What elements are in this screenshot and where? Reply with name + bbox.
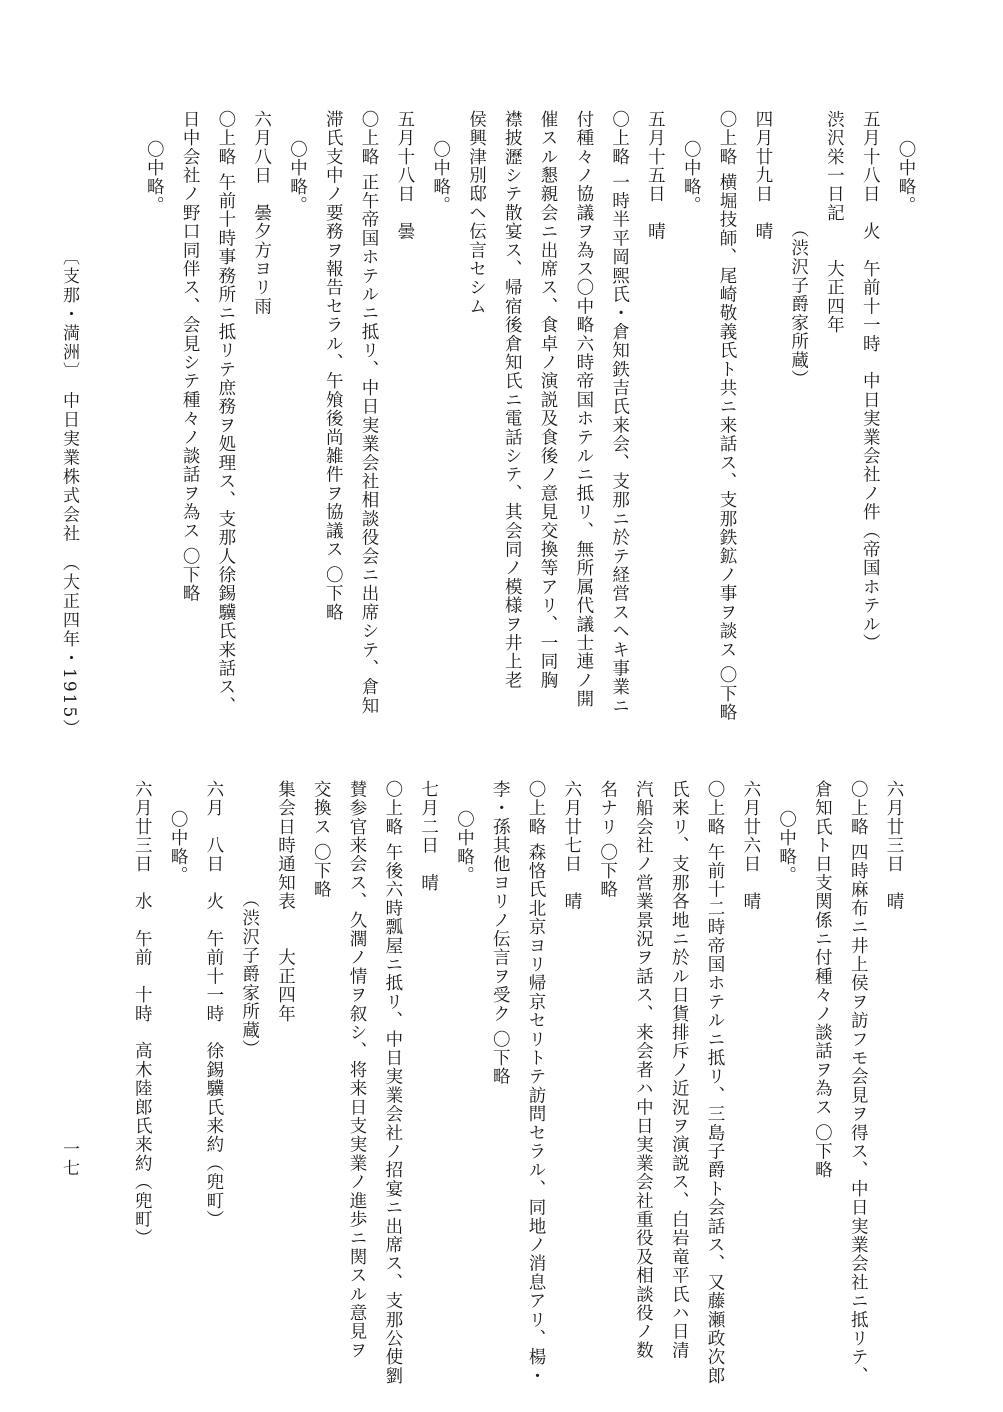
text-line: 〇中略。 [168, 810, 189, 885]
text-line: 七月二日 晴 [418, 780, 439, 893]
text-line: 日中会社ノ野口同伴ス、会見シテ種々ノ談話ヲ為ス 〇下略 [180, 110, 201, 603]
text-line: 李・孫其他ヨリノ伝言ヲ受ク 〇下略 [490, 780, 511, 1086]
text-line: 〇上略 午前十二時帝国ホテルニ抵リ、三島子爵ト会話ス、又藤瀬政次郎 [705, 780, 726, 1386]
text-line: 渋沢栄一日記 大正四年 [824, 110, 845, 335]
text-line: 六月廿三日 晴 [884, 780, 904, 911]
text-line: 〇上略 四時麻布ニ井上侯ヲ訪フモ会見ヲ得ス、中日実業会社ニ抵リテ、 [848, 780, 869, 1386]
text-line: 名ナリ 〇下略 [597, 780, 618, 899]
text-line: 〇上略 正午帝国ホテルニ抵リ、中日実業会社相談役会ニ出席シテ、倉知 [359, 110, 380, 716]
text-line: 〇中略。 [430, 140, 451, 215]
text-line: 汽船会社ノ営業景況ヲ話ス、来会者ハ中日実業会社重役及相談役ノ数 [633, 780, 654, 1360]
text-line: 交換ス 〇下略 [311, 780, 332, 899]
text-line: 六月廿三日 水 午前 十時 高木陸郎氏来約（兜町） [132, 780, 153, 1248]
text-line: 〇上略 横堀技師、尾崎敬義氏ト共ニ来話ス、支那鉄鉱ノ事ヲ談ス 〇下略 [717, 110, 738, 722]
text-line: 六月 八日 火 午前十一時 徐錫驥氏来約（兜町） [203, 780, 224, 1229]
text-line: 六月廿六日 晴 [740, 780, 761, 911]
text-line: 侯興津別邸ヘ伝言セシム [466, 110, 487, 316]
text-line: 賛参官来会ス、久濶ノ情ヲ叙シ、将来日支実業ノ進歩ニ関スル意見ヲ [347, 780, 368, 1360]
text-line: 六月八日 曇夕方ヨリ雨 [251, 110, 272, 316]
page-number: 一七 [59, 1140, 79, 1178]
text-line: 六月廿七日 晴 [561, 780, 582, 911]
text-line: 〇上略 午後六時瓢屋ニ抵リ、中日実業会社ノ招宴ニ出席ス、支那公使劉 [382, 780, 403, 1386]
text-line: 五月十八日 火 午前十一時 中日実業会社ノ件（帝国ホテル） [860, 110, 881, 653]
text-line: 〇中略。 [454, 810, 475, 885]
text-line: 〇中略。 [896, 140, 916, 215]
text-line: 付種々ノ協議ヲ為ス〇中略六時帝国ホテルニ抵リ、無所属代議士連ノ開 [573, 110, 594, 709]
text-line: 五月十五日 晴 [645, 110, 666, 241]
running-head: 〔支那・満洲〕 中日実業株式会社 （大正四年・1915） [59, 248, 79, 739]
text-line: 滞氏支中ノ要務ヲ報告セラル、午飧後尚雑件ヲ協議ス 〇下略 [323, 110, 344, 622]
text-line: 五月十八日 曇 [394, 110, 415, 241]
text-line: 催スル懇親会ニ出席ス、食卓ノ演説及食後ノ意見交換等アリ、一同胸 [538, 110, 559, 690]
text-line: 倉知氏ト日支関係ニ付種々ノ談話ヲ為ス 〇下略 [812, 780, 833, 1180]
text-line: 四月廿九日 晴 [752, 110, 773, 241]
top-text-block [135, 110, 923, 722]
text-line: 〇中略。 [287, 140, 308, 215]
text-line: 〇上略 森恪氏北京ヨリ帰京セリトテ訪問セラル、同地ノ消息アリ、楊・ [526, 780, 547, 1386]
text-line: 集会日時通知表 大正四年 [275, 780, 296, 1024]
text-line: 襟披瀝シテ散宴ス、帰宿後倉知氏ニ電話シテ、其会同ノ模様ヲ井上老 [502, 110, 523, 690]
text-line: 〇中略。 [144, 140, 165, 215]
text-line: 氏来リ、支那各地ニ於ル日貨排斥ノ近況ヲ演説ス、白岩竜平氏ハ日清 [669, 780, 690, 1360]
text-line: 〇中略。 [776, 810, 797, 885]
text-line: 〇中略。 [681, 140, 702, 215]
text-line: 〇上略 午前十時事務所ニ抵リテ庶務ヲ処理ス、支那人徐錫驥氏来話ス、 [215, 110, 236, 716]
text-line: （渋沢子爵家所蔵） [239, 890, 260, 1059]
text-line: 〇上略 一時半平岡煕氏・倉知鉄吉氏来会、支那ニ於テ経営スヘキ事業ニ [609, 110, 630, 716]
text-line: （渋沢子爵家所蔵） [788, 220, 809, 389]
bottom-text-block [123, 780, 911, 1386]
